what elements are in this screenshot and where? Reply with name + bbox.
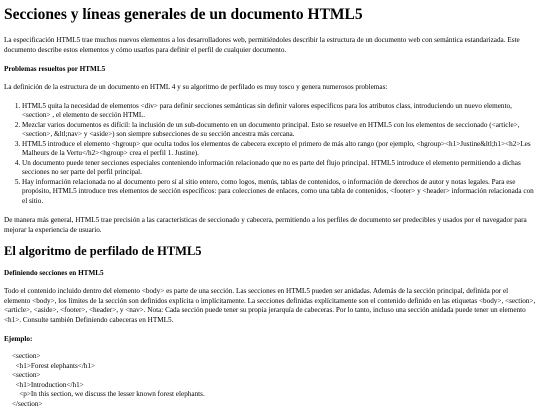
page-title: Secciones y líneas generales de un documento HTML5 <box>4 6 363 23</box>
code-line: <h1>Forest elephants</h1> <box>12 361 96 370</box>
defining-paragraph: Todo el contenido incluido dentro del elemento <body> es parte de una sección. Las secciones en HTML5 pueden ser anidadas. Además de la sección principal, definida por el elemento <body>, los límites de la sección son definidos explícita o implícitamente. La secciones definidas explícitamente son el contenido definido en las etiquetas <body>, <section>, <article>, <aside>, <footer>, <header>, y <nav>. Nota: Cada sección puede tener su propia jerarquía de cabeceras. Por lo tanto, incluso una sección anidada puede tener un elemento <h1>. Consulte también Definiendo cabeceras en HTML5. <box>4 287 536 324</box>
problem-item: 1. HTML5 quita la necesidad de elementos <div> para definir secciones semánticas sin definir valores específicos para los atributos class, introduciendo un nuevo elemento, <section> , el elemento de sección HTML. <box>22 102 536 121</box>
problems-heading: Problemas resueltos por HTML5 <box>4 65 106 73</box>
code-line: <h1>Introduction</h1> <box>12 380 84 389</box>
code-example <box>4 352 536 409</box>
algorithm-heading: El algoritmo de perfilado de HTML5 <box>4 244 202 258</box>
problem-item: 3. HTML5 introduce el elemento <hgroup> que oculta todos los elementos de cabecera excepto el primero de más alto rango (por ejemplo, <hgroup><h1>Justine&ltl;h1><h2>Les Malheurs de la Vertu</h2><hgroup> crea el perfil 1. Justine). <box>22 140 536 159</box>
problem-item: 2. Mezclar varios documentos es difícil: la inclusión de un sub-documento en un documento principal. Esto se resuelve en HTML5 con los elementos de seccionado (<article>, <section>, &ltl;nav> y <aside>) son siempre subsecciones de su sección ancestra más cercana. <box>22 121 536 140</box>
summary-paragraph: De manera más general, HTML5 trae precisión a las características de seccionado y cabecera, permitiendo a los perfiles de documento ser predecibles y usados por el navegador para mejorar la experiencia de usuario. <box>4 216 527 234</box>
code-line: </section> <box>12 399 43 408</box>
defining-heading: Definiendo secciones en HTML5 <box>4 269 104 277</box>
problem-item: 5. Hay información relacionada no al documento pero sí al sitio entero, como logos, menús, tablas de contenidos, o información de derechos de autor y notas legales. Para ese propósito, HTML5 introduce tres elementos de sección específicos: para colecciones de enlaces, como una tabla de contenidos, <footer> y <header> información relacionada con el sitio. <box>22 178 536 207</box>
problems-list <box>4 102 536 207</box>
problem-item: 4. Un documento puede tener secciones especiales conteniendo información relacionado que no es parte del flujo principal. HTML5 introduce el elemento permitiendo a dichas secciones no ser parte del perfil principal. <box>22 159 536 178</box>
intro-paragraph: La especificación HTML5 trae muchos nuevos elementos a los desarrolladores web, permitiéndoles describir la estructura de un documento web con semántica estandarizada. Este documento describe estos elementos y cómo usarlos para definir el perfil de cualquier documento. <box>4 36 520 54</box>
code-line: <p>In this section, we discuss the lesser known forest elephants. <box>12 390 205 398</box>
example-label: Ejemplo: <box>4 335 33 343</box>
code-line: <section> <box>12 352 41 360</box>
problems-intro: La definición de la estructura de un documento en HTML 4 y su algoritmo de perfilado es muy tosco y genera numerosos problemas: <box>4 83 388 91</box>
code-line: <section> <box>12 371 41 379</box>
